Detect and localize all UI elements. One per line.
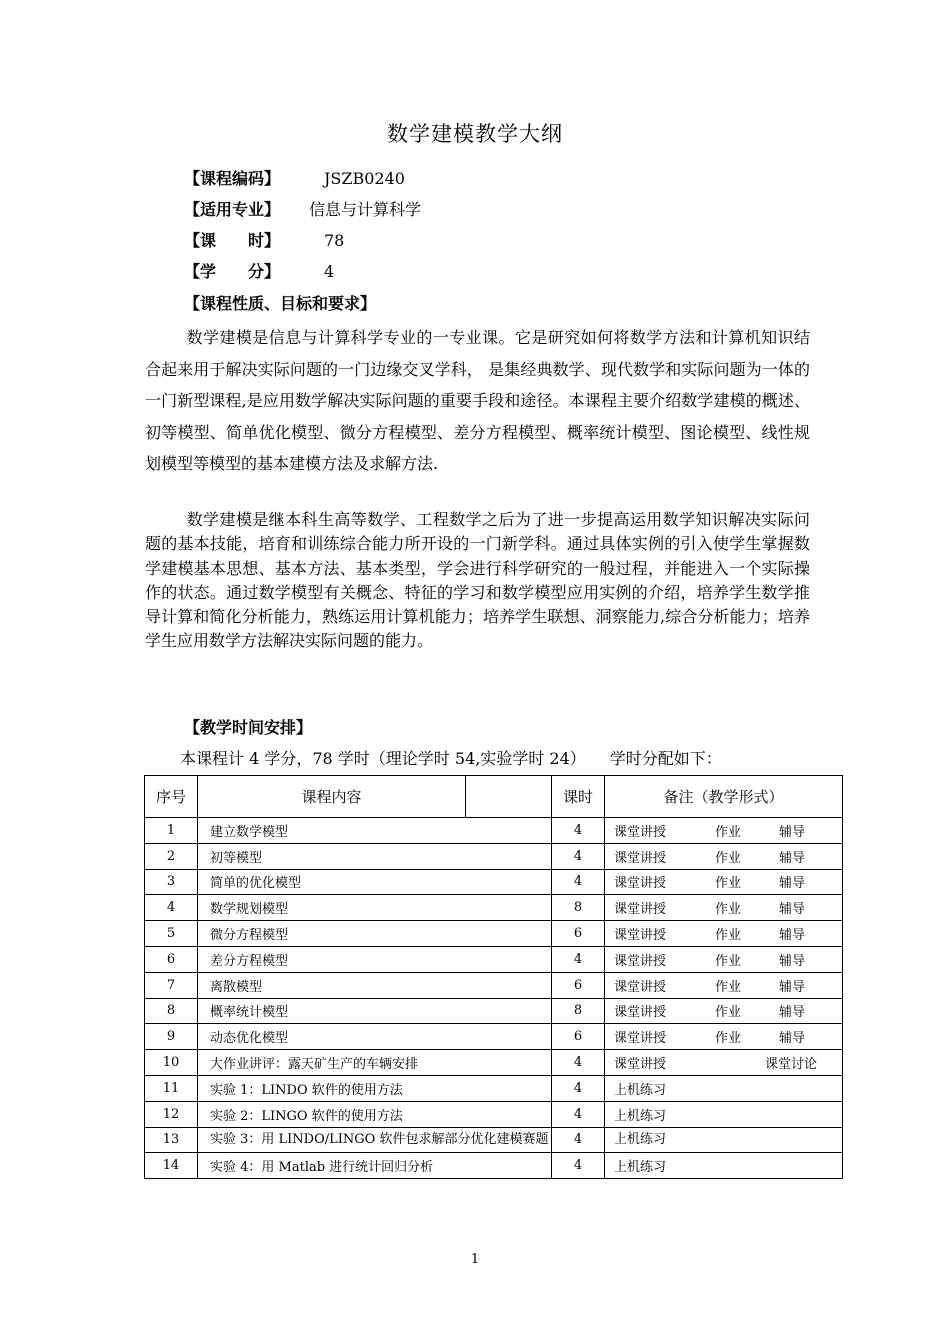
row-note <box>605 818 843 844</box>
table-row <box>145 895 843 921</box>
hours-value: 78 <box>324 231 345 250</box>
row-num: 14 <box>145 1153 198 1179</box>
paragraph-goals: 数学建模是继本科生高等数学、工程数学之后为了进一步提高运用数学知识解决实际问题的基本技能，培育和训练综合能力所开设的一门新学科。通过具体实例的引入使学生掌握数学建模基本思想、基本方法、基本类型，学会进行科学研究的一般过程，并能进入一个实际操作的状态。通过数学模型有关概念、特征的学习和数学模型应用实例的介绍，培养学生数学推导计算和简化分析能力，熟练运用计算机能力；培养学生联想、洞察能力,综合分析能力；培养学生应用数学方法解决实际问题的能力。 <box>145 510 810 651</box>
row-hours: 6 <box>552 921 605 947</box>
note-method: 课堂讲授 <box>614 979 667 995</box>
header-content: 课程内容 <box>198 776 466 818</box>
note-tutoring: 辅导 <box>779 953 806 969</box>
paragraph-intro: 数学建模是信息与计算科学专业的一专业课。它是研究如何将数学方法和计算机知识结合起来用于解决实际问题的一门边缘交叉学科， 是集经典数学、现代数学和实际问题为一体的一门新型课程,是应用数学解决实际问题的重要手段和途径。本课程主要介绍数学建模的概述、初等模型、简单优化模型、微分方程模型、差分方程模型、概率统计模型、图论模型、线性规划模型等模型的基本建模方法及求解方法. <box>145 328 810 473</box>
note-tutoring: 辅导 <box>779 1031 806 1047</box>
row-hours: 4 <box>552 818 605 844</box>
row-note <box>605 1127 843 1153</box>
note-tutoring: 辅导 <box>779 824 806 840</box>
note-method: 课堂讲授 <box>614 953 667 969</box>
row-hours: 4 <box>552 1075 605 1101</box>
row-hours: 4 <box>552 869 605 895</box>
note-homework: 作业 <box>715 953 742 969</box>
row-num: 10 <box>145 1050 198 1076</box>
table-row <box>145 1050 843 1076</box>
header-num: 序号 <box>145 776 198 818</box>
row-content: 微分方程模型 <box>198 921 552 947</box>
note-method: 上机练习 <box>614 1082 667 1098</box>
row-content: 初等模型 <box>198 843 552 869</box>
note-homework: 作业 <box>715 1031 742 1047</box>
credits-value: 4 <box>324 262 335 281</box>
row-hours: 6 <box>552 1024 605 1050</box>
row-content: 差分方程模型 <box>198 946 552 972</box>
row-note <box>605 869 843 895</box>
row-num: 6 <box>145 946 198 972</box>
major-label: 【适用专业】 <box>184 200 281 219</box>
course-code-value: JSZB0240 <box>324 169 405 188</box>
row-note <box>605 998 843 1024</box>
hours-label: 【课 时】 <box>184 231 281 250</box>
meta-credits <box>184 260 334 284</box>
note-homework: 作业 <box>715 1005 742 1021</box>
row-hours: 4 <box>552 1153 605 1179</box>
row-note <box>605 1050 843 1076</box>
note-method: 上机练习 <box>614 1108 667 1124</box>
row-hours: 4 <box>552 1050 605 1076</box>
note-tutoring: 辅导 <box>779 902 806 918</box>
row-content: 实验 4：用 Matlab 进行统计回归分析 <box>198 1153 552 1179</box>
table-body <box>145 818 843 1179</box>
row-content: 建立数学模型 <box>198 818 552 844</box>
table-row <box>145 869 843 895</box>
row-note <box>605 921 843 947</box>
note-method: 上机练习 <box>614 1131 667 1147</box>
row-content: 实验 2：LINGO 软件的使用方法 <box>198 1101 552 1127</box>
meta-hours <box>184 229 344 253</box>
note-method: 课堂讲授 <box>614 876 667 892</box>
row-num: 12 <box>145 1101 198 1127</box>
row-note <box>605 1024 843 1050</box>
row-content: 简单的优化模型 <box>198 869 552 895</box>
table-row <box>145 1101 843 1127</box>
row-num: 9 <box>145 1024 198 1050</box>
row-hours: 6 <box>552 972 605 998</box>
row-note <box>605 895 843 921</box>
table-row <box>145 1127 843 1153</box>
table-row <box>145 998 843 1024</box>
header-blank <box>466 776 552 818</box>
row-hours: 4 <box>552 1127 605 1153</box>
row-content: 实验 1：LINDO 软件的使用方法 <box>198 1075 552 1101</box>
section-heading-schedule: 【教学时间安排】 <box>184 718 313 737</box>
table-row <box>145 946 843 972</box>
meta-course-code <box>184 167 405 191</box>
note-method: 课堂讲授 <box>614 1031 667 1047</box>
header-hours: 课时 <box>552 776 605 818</box>
note-method: 上机练习 <box>614 1160 667 1176</box>
row-num: 3 <box>145 869 198 895</box>
note-method: 课堂讲授 <box>614 1005 667 1021</box>
note-method: 课堂讲授 <box>614 928 667 944</box>
row-num: 4 <box>145 895 198 921</box>
note-homework: 作业 <box>715 824 742 840</box>
row-num: 2 <box>145 843 198 869</box>
table-row <box>145 843 843 869</box>
table-row <box>145 1153 843 1179</box>
row-content: 动态优化模型 <box>198 1024 552 1050</box>
note-method: 课堂讲授 <box>614 902 667 918</box>
row-content: 实验 3：用 LINDO/LINGO 软件包求解部分优化建模赛题 <box>198 1127 552 1153</box>
note-tutoring: 辅导 <box>779 928 806 944</box>
row-hours: 4 <box>552 1101 605 1127</box>
row-note <box>605 946 843 972</box>
note-tutoring: 辅导 <box>779 1005 806 1021</box>
meta-major <box>184 198 421 222</box>
row-content: 数学规划模型 <box>198 895 552 921</box>
row-content: 概率统计模型 <box>198 998 552 1024</box>
schedule-table <box>144 775 843 1179</box>
table-row <box>145 972 843 998</box>
note-tutoring: 辅导 <box>779 979 806 995</box>
note-method: 课堂讲授 <box>614 1057 667 1073</box>
table-row <box>145 1024 843 1050</box>
row-hours: 8 <box>552 998 605 1024</box>
row-hours: 4 <box>552 946 605 972</box>
row-content: 离散模型 <box>198 972 552 998</box>
table-row <box>145 818 843 844</box>
note-homework: 作业 <box>715 902 742 918</box>
note-tutoring: 课堂讨论 <box>765 1057 818 1073</box>
row-note <box>605 972 843 998</box>
row-hours: 4 <box>552 843 605 869</box>
row-num: 1 <box>145 818 198 844</box>
row-num: 13 <box>145 1127 198 1153</box>
row-note <box>605 1101 843 1127</box>
row-note <box>605 1153 843 1179</box>
note-homework: 作业 <box>715 979 742 995</box>
note-method: 课堂讲授 <box>614 824 667 840</box>
row-hours: 8 <box>552 895 605 921</box>
note-tutoring: 辅导 <box>779 876 806 892</box>
row-num: 11 <box>145 1075 198 1101</box>
schedule-summary: 本课程计 4 学分，78 学时（理论学时 54,实验学时 24） 学时分配如下： <box>180 749 722 768</box>
row-note <box>605 1075 843 1101</box>
header-note: 备注（教学形式） <box>605 776 843 818</box>
row-num: 5 <box>145 921 198 947</box>
note-homework: 作业 <box>715 928 742 944</box>
row-note <box>605 843 843 869</box>
major-value: 信息与计算科学 <box>309 200 422 219</box>
note-homework: 作业 <box>715 876 742 892</box>
note-homework: 作业 <box>715 850 742 866</box>
page-number: 1 <box>470 1252 480 1267</box>
course-code-label: 【课程编码】 <box>184 169 281 188</box>
note-method: 课堂讲授 <box>614 850 667 866</box>
row-num: 8 <box>145 998 198 1024</box>
table-row <box>145 921 843 947</box>
row-num: 7 <box>145 972 198 998</box>
credits-label: 【学 分】 <box>184 262 281 281</box>
table-header-row <box>145 776 843 818</box>
row-content: 大作业讲评：露天矿生产的车辆安排 <box>198 1050 552 1076</box>
table-row <box>145 1075 843 1101</box>
document-title: 数学建模教学大纲 <box>387 122 563 146</box>
section-heading-nature: 【课程性质、目标和要求】 <box>184 294 377 313</box>
note-tutoring: 辅导 <box>779 850 806 866</box>
